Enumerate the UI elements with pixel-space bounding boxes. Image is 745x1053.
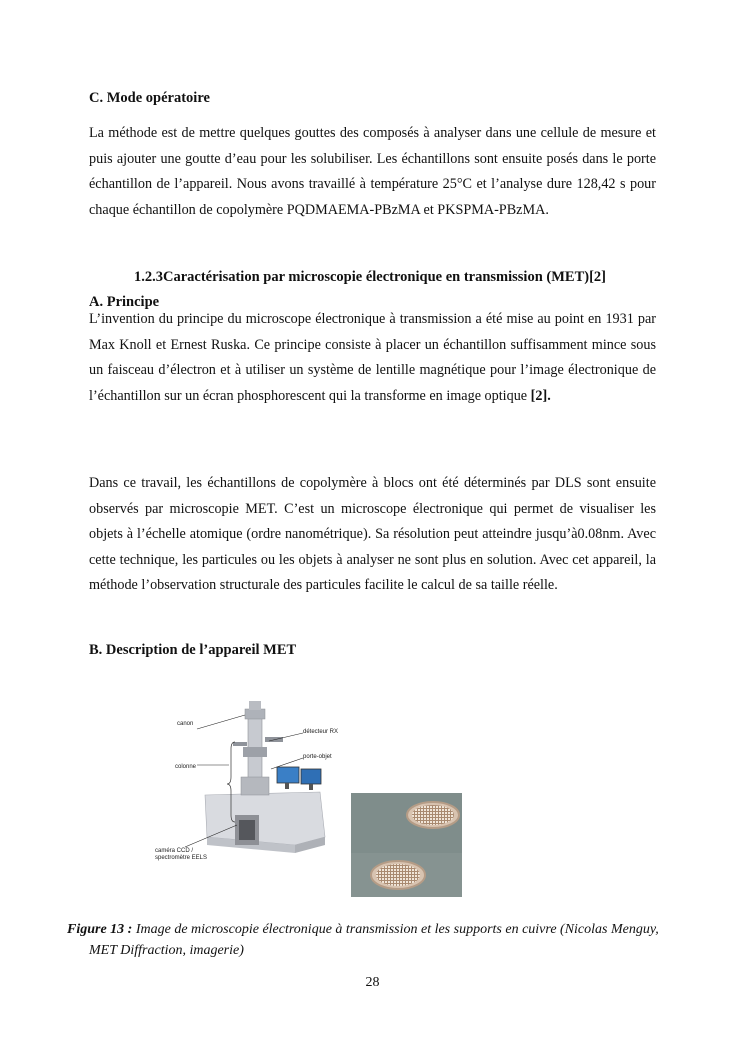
label-camera-1: caméra CCD / <box>155 848 194 854</box>
label-porte-objet: porte-objet <box>303 754 332 760</box>
tem-microscope-image <box>135 687 349 893</box>
section-c-paragraph: La méthode est de mettre quelques gouttes des composés à analyser dans une cellule de mesure et puis ajouter une goutte d’eau pour les solubiliser. Les échantillons sont ensuite posés dans le porte échantillon de l’appareil. Nous avons travaillé à température 25°C et l’analyse dure 128,42 s pour chaque échantillon de copolymère PQDMAEMA-PBzMA et PKSPMA-PBzMA. <box>89 125 656 218</box>
section-a-paragraph-1 <box>89 307 656 409</box>
caption-label: Figure 13 : <box>67 922 136 937</box>
reference-citation: [2]. <box>530 387 551 404</box>
subsection-title: 1.2.3Caractérisation par microscopie électronique en transmission (MET)[2] <box>134 269 606 285</box>
section-a-title: A. Principe <box>89 294 160 310</box>
paragraph-1-text: L’invention du principe du microscope électronique à transmission a été mise au point en 1931 par Max Knoll et Ernest Ruska. Ce principe consiste à placer un échantillon suffisamment mince sous un faisceau d’électron et à utiliser un système de lentille magnétique pour l’image électronique de l’échantillon sur un écran phosphorescent qui la transforme en image optique <box>89 311 656 404</box>
figure-caption <box>67 919 679 961</box>
label-canon: canon <box>177 721 194 727</box>
section-a-paragraph-2: Dans ce travail, les échantillons de copolymère à blocs ont été déterminés par DLS sont ensuite observés par microscopie MET. C’est un microscope électronique qui permet de visualiser les objets à l’échelle atomique (ordre nanométrique). Sa résolution peut atteindre jusqu’à0.08nm. Avec cette technique, les particules ou les objets à analyser ne sont plus en solution. Avec cet appareil, la méthode l’observation structurale des particules facilite le calcul de sa taille réelle. <box>89 475 656 593</box>
section-c-title: C. Mode opératoire <box>89 90 210 106</box>
section-b-title: B. Description de l’appareil MET <box>89 642 297 658</box>
caption-text: Image de microscopie électronique à transmission et les supports en cuivre (Nicolas Menguy, MET Diffraction, imagerie) <box>89 922 659 958</box>
label-colonne: colonne <box>175 764 197 770</box>
copper-grids-image <box>351 793 462 897</box>
label-detecteur: détecteur RX <box>303 729 339 735</box>
label-camera-2: spectromètre EELS <box>155 855 208 861</box>
page-number: 28 <box>365 975 380 990</box>
